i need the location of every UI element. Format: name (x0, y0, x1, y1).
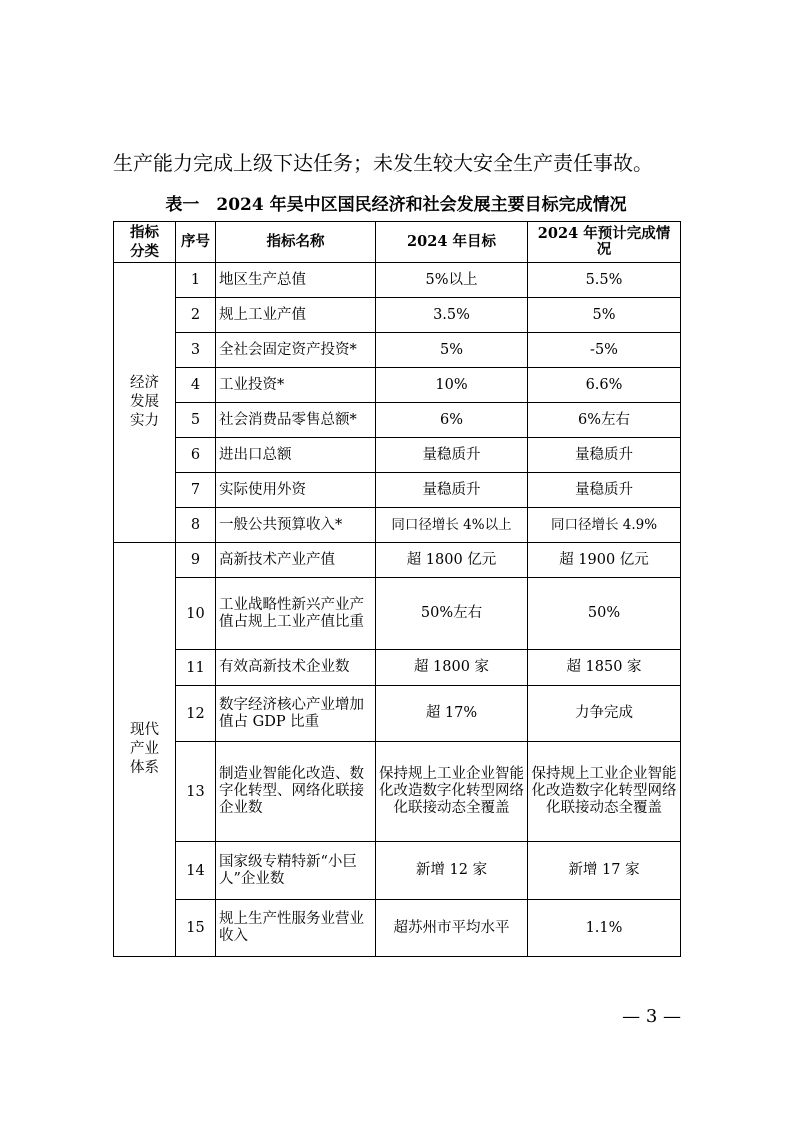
name-cell: 国家级专精特新“小巨人”企业数 (216, 842, 376, 900)
forecast-cell: 超 1850 家 (528, 650, 681, 686)
header-target: 2024 年目标 (376, 222, 528, 263)
target-cell: 超苏州市平均水平 (376, 900, 528, 957)
seq-cell: 14 (176, 842, 216, 900)
table-row (114, 438, 681, 473)
name-cell: 工业战略性新兴产业产值占规上工业产值比重 (216, 578, 376, 650)
name-cell: 全社会固定资产投资* (216, 333, 376, 368)
table-row (114, 508, 681, 543)
header-name: 指标名称 (216, 222, 376, 263)
name-cell: 规上工业产值 (216, 298, 376, 333)
target-cell: 超 1800 家 (376, 650, 528, 686)
table-row (114, 473, 681, 508)
forecast-cell: 同口径增长 4.9% (528, 508, 681, 543)
table-row (114, 543, 681, 578)
seq-cell: 15 (176, 900, 216, 957)
name-cell: 规上生产性服务业营业收入 (216, 900, 376, 957)
table-row (114, 650, 681, 686)
seq-cell: 12 (176, 686, 216, 742)
name-cell: 一般公共预算收入* (216, 508, 376, 543)
forecast-cell: 量稳质升 (528, 438, 681, 473)
target-cell: 10% (376, 368, 528, 403)
table-row (114, 403, 681, 438)
targets-table (113, 221, 681, 957)
forecast-cell: 量稳质升 (528, 473, 681, 508)
forecast-cell: 新增 17 家 (528, 842, 681, 900)
intro-text: 生产能力完成上级下达任务；未发生较大安全生产责任事故。 (113, 151, 653, 175)
forecast-cell: 力争完成 (528, 686, 681, 742)
seq-cell: 10 (176, 578, 216, 650)
forecast-cell: -5% (528, 333, 681, 368)
target-cell: 量稳质升 (376, 438, 528, 473)
name-cell: 高新技术产业产值 (216, 543, 376, 578)
seq-cell: 6 (176, 438, 216, 473)
header-category: 指标分类 (114, 222, 176, 263)
target-cell: 5% (376, 333, 528, 368)
table-row (114, 298, 681, 333)
target-cell: 5%以上 (376, 263, 528, 298)
category-cell: 现代产业体系 (114, 543, 176, 957)
name-cell: 制造业智能化改造、数字化转型、网络化联接企业数 (216, 742, 376, 842)
target-cell: 3.5% (376, 298, 528, 333)
seq-cell: 8 (176, 508, 216, 543)
table-row (114, 686, 681, 742)
seq-cell: 4 (176, 368, 216, 403)
forecast-cell: 5.5% (528, 263, 681, 298)
name-cell: 数字经济核心产业增加值占 GDP 比重 (216, 686, 376, 742)
forecast-cell: 1.1% (528, 900, 681, 957)
target-cell: 保持规上工业企业智能化改造数字化转型网络化联接动态全覆盖 (376, 742, 528, 842)
header-seq: 序号 (176, 222, 216, 263)
target-cell: 量稳质升 (376, 473, 528, 508)
seq-cell: 1 (176, 263, 216, 298)
header-forecast: 2024 年预计完成情况 (528, 222, 681, 263)
seq-cell: 3 (176, 333, 216, 368)
name-cell: 地区生产总值 (216, 263, 376, 298)
target-cell: 同口径增长 4%以上 (376, 508, 528, 543)
seq-cell: 13 (176, 742, 216, 842)
table-title: 表一 2024 年吴中区国民经济和社会发展主要目标完成情况 (165, 195, 627, 215)
table-row (114, 333, 681, 368)
table-row (114, 900, 681, 957)
page-number: — 3 — (622, 1006, 681, 1027)
table-row (114, 368, 681, 403)
name-cell: 有效高新技术企业数 (216, 650, 376, 686)
table-row (114, 263, 681, 298)
table-row (114, 742, 681, 842)
target-cell: 6% (376, 403, 528, 438)
forecast-cell: 50% (528, 578, 681, 650)
target-cell: 超 1800 亿元 (376, 543, 528, 578)
seq-cell: 7 (176, 473, 216, 508)
seq-cell: 5 (176, 403, 216, 438)
forecast-cell: 6.6% (528, 368, 681, 403)
table-row (114, 842, 681, 900)
name-cell: 社会消费品零售总额* (216, 403, 376, 438)
target-cell: 50%左右 (376, 578, 528, 650)
target-cell: 超 17% (376, 686, 528, 742)
table-row (114, 578, 681, 650)
name-cell: 实际使用外资 (216, 473, 376, 508)
table-header-row (114, 222, 681, 263)
forecast-cell: 5% (528, 298, 681, 333)
forecast-cell: 保持规上工业企业智能化改造数字化转型网络化联接动态全覆盖 (528, 742, 681, 842)
forecast-cell: 6%左右 (528, 403, 681, 438)
forecast-cell: 超 1900 亿元 (528, 543, 681, 578)
seq-cell: 9 (176, 543, 216, 578)
name-cell: 进出口总额 (216, 438, 376, 473)
target-cell: 新增 12 家 (376, 842, 528, 900)
name-cell: 工业投资* (216, 368, 376, 403)
seq-cell: 2 (176, 298, 216, 333)
category-cell: 经济发展实力 (114, 263, 176, 543)
seq-cell: 11 (176, 650, 216, 686)
